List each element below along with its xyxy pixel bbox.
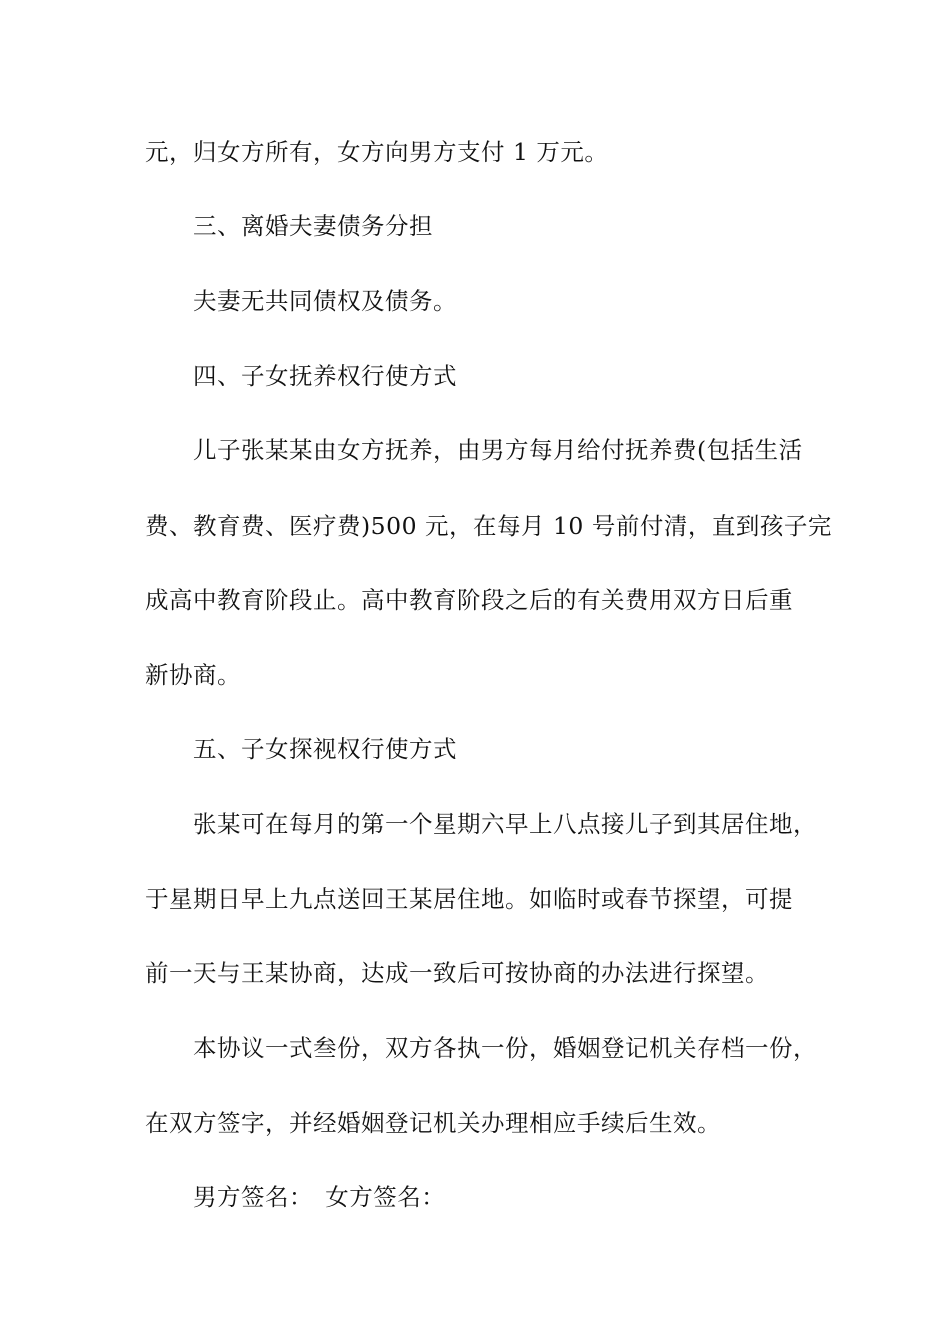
paragraph-line: 新协商。: [145, 661, 241, 689]
paragraph-line: 夫妻无共同债权及债务。: [193, 287, 457, 315]
paragraph-line: 费、教育费、医疗费)500 元，在每月 10 号前付清，直到孩子完: [145, 512, 832, 540]
signature-line: 男方签名： 女方签名：: [193, 1183, 446, 1211]
paragraph-line: 成高中教育阶段止。高中教育阶段之后的有关费用双方日后重: [145, 586, 793, 614]
paragraph-line: 前一天与王某协商，达成一致后可按协商的办法进行探望。: [145, 959, 769, 987]
paragraph-line: 元，归女方所有，女方向男方支付 1 万元。: [145, 138, 609, 166]
paragraph-line: 儿子张某某由女方抚养，由男方每月给付抚养费(包括生活: [193, 436, 803, 464]
paragraph-line: 在双方签字，并经婚姻登记机关办理相应手续后生效。: [145, 1109, 721, 1137]
paragraph-line: 张某可在每月的第一个星期六早上八点接儿子到其居住地，: [193, 810, 817, 838]
paragraph-line: 于星期日早上九点送回王某居住地。如临时或春节探望，可提: [145, 885, 793, 913]
section-heading-visitation: 五、子女探视权行使方式: [193, 735, 457, 763]
paragraph-line: 本协议一式叁份，双方各执一份，婚姻登记机关存档一份，: [193, 1034, 817, 1062]
section-heading-debts: 三、离婚夫妻债务分担: [193, 212, 433, 240]
section-heading-custody: 四、子女抚养权行使方式: [193, 362, 457, 390]
